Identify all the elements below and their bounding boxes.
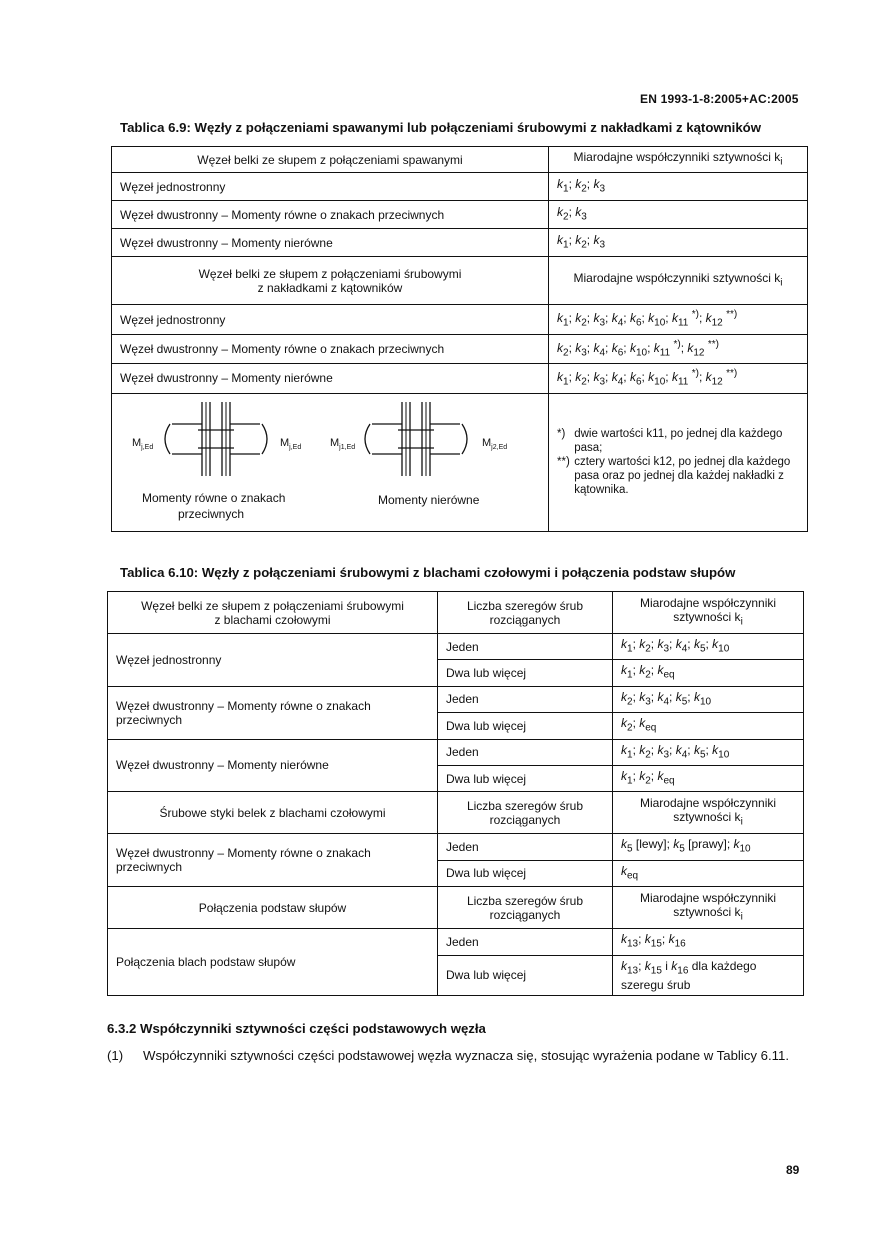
- paragraph-text: Współczynniki sztywności części podstawowej węzła wyznacza się, stosując wyrażenia podane w Tablicy 6.11.: [143, 1048, 789, 1063]
- base-header-col1: Połączenia podstaw słupów: [108, 887, 438, 929]
- bolt-rows-count: Jeden: [438, 686, 613, 712]
- table-row-label: Węzeł dwustronny – Momenty równe o znakach przeciwnych: [108, 686, 438, 739]
- bolt-rows-count: Jeden: [438, 739, 613, 765]
- bolt-rows-count: Jeden: [438, 634, 613, 660]
- table-row-coeffs: $k_1$; $k_2$; $k_3$; $k_4$; $k_5$; $k_{10}$: [613, 634, 804, 660]
- bolt-rows-count: Jeden: [438, 834, 613, 860]
- table-row-coeffs: $k_1$; $k_2$; $k_3$: [549, 173, 808, 201]
- standard-header: EN 1993-1-8:2005+AC:2005: [640, 92, 799, 106]
- table-row-coeffs: $k_{13}$; $k_{15}$ i $k_{16}$ dla każdego szeregu śrub: [613, 955, 804, 995]
- table-row-label: Węzeł jednostronny: [112, 173, 549, 201]
- bolt-rows-count: Jeden: [438, 929, 613, 955]
- section-title: 6.3.2 Współczynniki sztywności części podstawowych węzła: [107, 1021, 486, 1036]
- bolted-header-right: Miarodajne współczynniki sztywności $k_i$: [549, 257, 808, 305]
- table-row-coeffs: $k_5$ [lewy]; $k_5$ [prawy]; $k_{10}$: [613, 834, 804, 860]
- table-row-label: Węzeł dwustronny – Momenty równe o znakach przeciwnych: [112, 334, 549, 363]
- table-row-label: Węzeł dwustronny – Momenty nierówne: [108, 739, 438, 792]
- figure-caption-left-1: Momenty równe o znakach: [142, 490, 286, 505]
- table-row-label: Węzeł jednostronny: [108, 634, 438, 687]
- paragraph: [107, 1047, 797, 1065]
- t610-header-col2: Liczba szeregów śrub rozciąganych: [438, 592, 613, 634]
- table-row-coeffs: $k_1$; $k_2$; $k_3$; $k_4$; $k_6$; $k_{10}$; $k_{11}$ *); $k_{12}$ **): [549, 364, 808, 393]
- figure-caption-right: Momenty nierówne: [378, 492, 480, 507]
- base-header-col2: Liczba szeregów śrub rozciąganych: [438, 887, 613, 929]
- table-row-label: Węzeł jednostronny: [112, 305, 549, 334]
- table-row-coeffs: $k_2$; $k_{eq}$: [613, 713, 804, 739]
- joint-figure-cell: [112, 393, 549, 531]
- table-6-9-caption: Tablica 6.9: Węzły z połączeniami spawanymi lub połączeniami śrubowymi z nakładkami z kątowników: [120, 120, 761, 135]
- bolt-rows-count: Dwa lub więcej: [438, 860, 613, 886]
- table-row-label: Węzeł dwustronny – Momenty równe o znakach przeciwnych: [108, 834, 438, 887]
- joint-diagram: [112, 394, 548, 528]
- moment-label: $M_{j2,Ed}$: [482, 436, 508, 451]
- table-row-coeffs: $k_2$; $k_3$: [549, 201, 808, 229]
- page-number: 89: [786, 1163, 800, 1177]
- table-row-label: Połączenia blach podstaw słupów: [108, 929, 438, 996]
- moment-label: $M_{j,Ed}$: [132, 436, 154, 451]
- table-row-coeffs: $k_{13}$; $k_{15}$; $k_{16}$: [613, 929, 804, 955]
- table-row-coeffs: $k_2$; $k_3$; $k_4$; $k_5$; $k_{10}$: [613, 686, 804, 712]
- table-notes: [549, 393, 808, 531]
- welded-header-right: Miarodajne współczynniki sztywności $k_i$: [549, 147, 808, 173]
- figure-caption-left-2: przeciwnych: [178, 506, 245, 521]
- bolted-header-left: Węzeł belki ze słupem z połączeniami śrubowymi z nakładkami z kątowników: [112, 257, 549, 305]
- bolt-rows-count: Dwa lub więcej: [438, 955, 613, 995]
- moment-label: $M_{j,Ed}$: [280, 436, 302, 451]
- table-row-label: Węzeł dwustronny – Momenty równe o znakach przeciwnych: [112, 201, 549, 229]
- base-header-col3: Miarodajne współczynniki sztywności $k_i$: [613, 887, 804, 929]
- table-row-coeffs: $k_1$; $k_2$; $k_3$: [549, 229, 808, 257]
- bolt-rows-count: Dwa lub więcej: [438, 660, 613, 686]
- table-row-label: Węzeł dwustronny – Momenty nierówne: [112, 229, 549, 257]
- table-row-coeffs: $k_1$; $k_2$; $k_3$; $k_4$; $k_5$; $k_{10}$: [613, 739, 804, 765]
- table-row-coeffs: $k_1$; $k_2$; $k_{eq}$: [613, 765, 804, 791]
- splice-header-col1: Śrubowe styki belek z blachami czołowymi: [108, 792, 438, 834]
- table-row-coeffs: $k_{eq}$: [613, 860, 804, 886]
- bolt-rows-count: Dwa lub więcej: [438, 765, 613, 791]
- welded-header-left: Węzeł belki ze słupem z połączeniami spawanymi: [112, 147, 549, 173]
- note-1: *) dwie wartości k11, po jednej dla każdego pasa;: [557, 428, 783, 455]
- bolt-rows-count: Dwa lub więcej: [438, 713, 613, 739]
- splice-header-col2: Liczba szeregów śrub rozciąganych: [438, 792, 613, 834]
- t610-header-col1: Węzeł belki ze słupem z połączeniami śrubowymi z blachami czołowymi: [108, 592, 438, 634]
- moment-label: $M_{j1,Ed}$: [330, 436, 356, 451]
- table-row-coeffs: $k_1$; $k_2$; $k_{eq}$: [613, 660, 804, 686]
- splice-header-col3: Miarodajne współczynniki sztywności $k_i$: [613, 792, 804, 834]
- table-6-10: [107, 591, 804, 996]
- table-row-coeffs: $k_2$; $k_3$; $k_4$; $k_6$; $k_{10}$; $k_{11}$ *); $k_{12}$ **): [549, 334, 808, 363]
- table-6-10-caption: Tablica 6.10: Węzły z połączeniami śrubowymi z blachami czołowymi i połączenia podstaw słupów: [120, 565, 736, 580]
- table-6-9: [111, 146, 808, 532]
- t610-header-col3: Miarodajne współczynniki sztywności $k_i$: [613, 592, 804, 634]
- table-row-coeffs: $k_1$; $k_2$; $k_3$; $k_4$; $k_6$; $k_{10}$; $k_{11}$ *); $k_{12}$ **): [549, 305, 808, 334]
- note-2: **) cztery wartości k12, po jednej dla każdego pasa oraz po jednej dla każdej nakładki z kątownika.: [557, 456, 791, 497]
- table-row-label: Węzeł dwustronny – Momenty nierówne: [112, 364, 549, 393]
- paragraph-number: (1): [107, 1048, 124, 1063]
